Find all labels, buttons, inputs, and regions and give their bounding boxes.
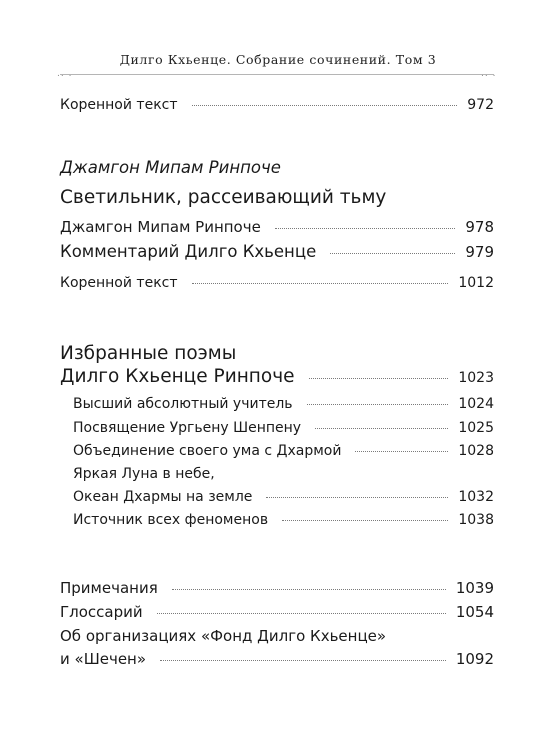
toc-entry-label: Источник всех феноменов xyxy=(73,512,269,528)
toc-entry-page: 1039 xyxy=(455,579,494,597)
head-ornament-left: .. . xyxy=(57,69,73,79)
toc-entry-label: Дилго Кхьенце Ринпоче xyxy=(60,366,295,387)
toc-entry-label: и «Шечен» xyxy=(60,650,147,668)
toc-entry-page: 1012 xyxy=(458,275,494,291)
toc-entry-page: 1023 xyxy=(458,370,494,386)
dot-leader xyxy=(192,283,449,284)
toc-entry-poem[interactable] xyxy=(73,420,494,436)
dot-leader xyxy=(157,613,446,614)
toc-entry-poem[interactable] xyxy=(73,489,494,505)
dot-leader xyxy=(315,428,448,429)
dot-leader xyxy=(160,660,446,661)
toc-entry-label: Посвящение Ургьену Шенпену xyxy=(73,420,302,436)
toc-entry-orgs[interactable] xyxy=(60,650,494,668)
toc-entry-page: 1025 xyxy=(458,420,494,436)
toc-entry-page: 1038 xyxy=(458,512,494,528)
toc-entry-label: Глоссарий xyxy=(60,603,143,621)
toc-entry-page: 1054 xyxy=(455,603,494,621)
toc-entry-label: Коренной текст xyxy=(60,275,178,291)
toc-entry-label: Океан Дхармы на земле xyxy=(73,489,253,505)
toc-entry-label: Джамгон Мипам Ринпоче xyxy=(60,218,261,236)
toc-entry-page: 972 xyxy=(467,97,494,113)
toc-entry-poem[interactable] xyxy=(73,443,494,459)
toc-entry-label: Высший абсолютный учитель xyxy=(73,396,293,412)
poems-title-line1: Избранные поэмы xyxy=(60,343,237,364)
section-author: Джамгон Мипам Ринпоче xyxy=(60,158,281,177)
dot-leader xyxy=(307,404,449,405)
toc-entry-mipham[interactable] xyxy=(60,218,494,236)
running-head: Дилго Кхьенце. Собрание сочинений. Том 3 xyxy=(119,52,437,67)
toc-entry-commentary[interactable] xyxy=(60,242,494,261)
toc-entry-poem-line1: Яркая Луна в небе, xyxy=(73,466,215,482)
dot-leader xyxy=(172,589,446,590)
dot-leader xyxy=(355,451,448,452)
toc-entry-page: 978 xyxy=(465,218,494,236)
toc-entry-poem[interactable] xyxy=(73,396,494,412)
toc-entry-page: 1028 xyxy=(458,443,494,459)
toc-entry-root-text-2[interactable] xyxy=(60,275,494,291)
toc-entry-label: Комментарий Дилго Кхьенце xyxy=(60,242,317,261)
toc-entry-label: Примечания xyxy=(60,579,158,597)
toc-entry-page: 979 xyxy=(465,243,494,261)
toc-entry-glossary[interactable] xyxy=(60,603,494,621)
toc-entry-page: 1024 xyxy=(458,396,494,412)
dot-leader xyxy=(330,253,455,254)
dot-leader xyxy=(266,497,448,498)
dot-leader xyxy=(309,378,449,379)
toc-entry-orgs-line1: Об организациях «Фонд Дилго Кхьенце» xyxy=(60,627,387,645)
dot-leader xyxy=(275,228,456,229)
toc-entry-page: 1092 xyxy=(455,650,494,668)
section-title: Светильник, рассеивающий тьму xyxy=(60,187,387,208)
toc-entry-label: Объединение своего ума с Дхармой xyxy=(73,443,342,459)
head-rule xyxy=(60,74,494,75)
head-ornament-right: .. . xyxy=(481,69,497,79)
toc-entry-label: Коренной текст xyxy=(60,97,178,113)
dot-leader xyxy=(282,520,448,521)
toc-entry-page: 1032 xyxy=(458,489,494,505)
dot-leader xyxy=(192,105,458,106)
toc-entry-poem[interactable] xyxy=(73,512,494,528)
toc-entry-root-text-1[interactable] xyxy=(60,97,494,113)
toc-entry-poems[interactable] xyxy=(60,366,494,387)
toc-entry-notes[interactable] xyxy=(60,579,494,597)
